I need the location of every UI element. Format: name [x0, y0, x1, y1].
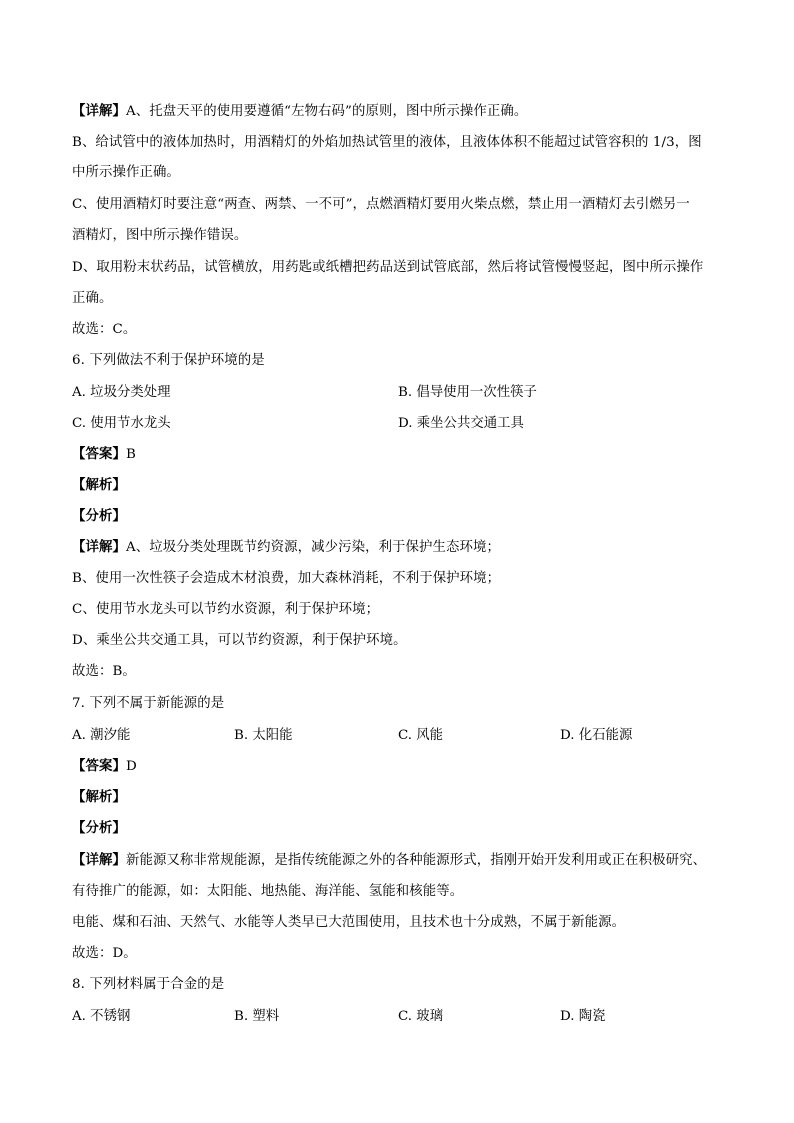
q8-stem: 8. 下列材料属于合金的是 — [72, 977, 225, 992]
q7-analysis-tag: 【解析】 — [72, 790, 126, 805]
q7-fenxi-tag: 【分析】 — [72, 821, 126, 836]
q6-answer-line — [72, 445, 724, 465]
q6-option-c: C. 使用节水龙头 — [72, 416, 171, 431]
q5-detail-d-line2: 正确。 — [72, 291, 113, 306]
q7-detail-line2: 有待推广的能源，如：太阳能、地热能、海洋能、氢能和核能等。 — [72, 884, 464, 899]
q7-detail-line1 — [72, 851, 724, 871]
q6-stem: 6. 下列做法不利于保护环境的是 — [72, 353, 265, 368]
q6-detail-a-text: A、垃圾分类处理既节约资源，减少污染，利于保护生态环境； — [125, 540, 500, 555]
answer-tag: 【答案】 — [72, 447, 126, 462]
detail-tag: 【详解】 — [72, 853, 126, 868]
q6-detail-d: D、乘坐公共交通工具，可以节约资源，利于保护环境。 — [72, 633, 407, 648]
q7-choice: 故选：D。 — [72, 946, 137, 961]
q7-answer-line — [72, 757, 724, 777]
q5-detail-b-line2: 中所示操作正确。 — [72, 165, 180, 180]
q7-stem: 7. 下列不属于新能源的是 — [72, 696, 225, 711]
q6-fenxi-tag: 【分析】 — [72, 509, 126, 524]
q8-option-c: C. 玻璃 — [398, 1009, 444, 1024]
answer-tag: 【答案】 — [72, 759, 126, 774]
detail-tag: 【详解】 — [72, 104, 126, 119]
q6-choice: 故选：B。 — [72, 664, 136, 679]
q7-option-d: D. 化石能源 — [560, 728, 633, 743]
q6-detail-a-line — [72, 538, 724, 558]
q6-detail-b: B、使用一次性筷子会造成木材浪费，加大森林消耗，不利于保护环境； — [72, 571, 501, 586]
q7-option-c: C. 风能 — [398, 728, 444, 743]
q5-choice: 故选：C。 — [72, 322, 137, 337]
q5-detail-d-line1: D、取用粉末状药品，试管横放，用药匙或纸槽把药品送到试管底部，然后将试管慢慢竖起，图中所示操作 — [72, 260, 704, 275]
q6-answer-value: B — [125, 447, 136, 462]
q7-option-b: B. 太阳能 — [234, 728, 293, 743]
q8-option-a: A. 不锈钢 — [72, 1009, 131, 1024]
detail-tag: 【详解】 — [72, 540, 126, 555]
q7-answer-value: D — [125, 759, 137, 774]
q7-detail-text1: 新能源又称非常规能源，是指传统能源之外的各种能源形式，指刚开始开发利用或正在积极研究、 — [125, 853, 707, 868]
q6-analysis-tag: 【解析】 — [72, 478, 126, 493]
q6-option-b: B. 倡导使用一次性筷子 — [398, 385, 537, 400]
q5-detail-c-line2: 酒精灯，图中所示操作错误。 — [72, 228, 248, 243]
q8-option-d: D. 陶瓷 — [560, 1009, 606, 1024]
q8-option-b: B. 塑料 — [234, 1009, 280, 1024]
q7-detail-line3: 电能、煤和石油、天然气、水能等人类早已大范围使用，且技术也十分成熟，不属于新能源。 — [72, 915, 626, 930]
q6-option-a: A. 垃圾分类处理 — [72, 385, 171, 400]
q5-detail-b-line1: B、给试管中的液体加热时，用酒精灯的外焰加热试管里的液体，且液体体积不能超过试管容积的 1/3，图 — [72, 135, 702, 150]
q5-detail-a-line — [72, 102, 724, 122]
q6-option-d: D. 乘坐公共交通工具 — [398, 416, 524, 431]
q7-option-a: A. 潮汐能 — [72, 728, 131, 743]
q5-detail-c-line1: C、使用酒精灯时要注意“两查、两禁、一不可”，点燃酒精灯要用火柴点燃，禁止用一酒精灯去引燃另一 — [72, 197, 690, 212]
q5-detail-a-text: A、托盘天平的使用要遵循“左物右码”的原则，图中所示操作正确。 — [125, 104, 528, 119]
q6-detail-c: C、使用节水龙头可以节约水资源，利于保护环境； — [72, 602, 380, 617]
